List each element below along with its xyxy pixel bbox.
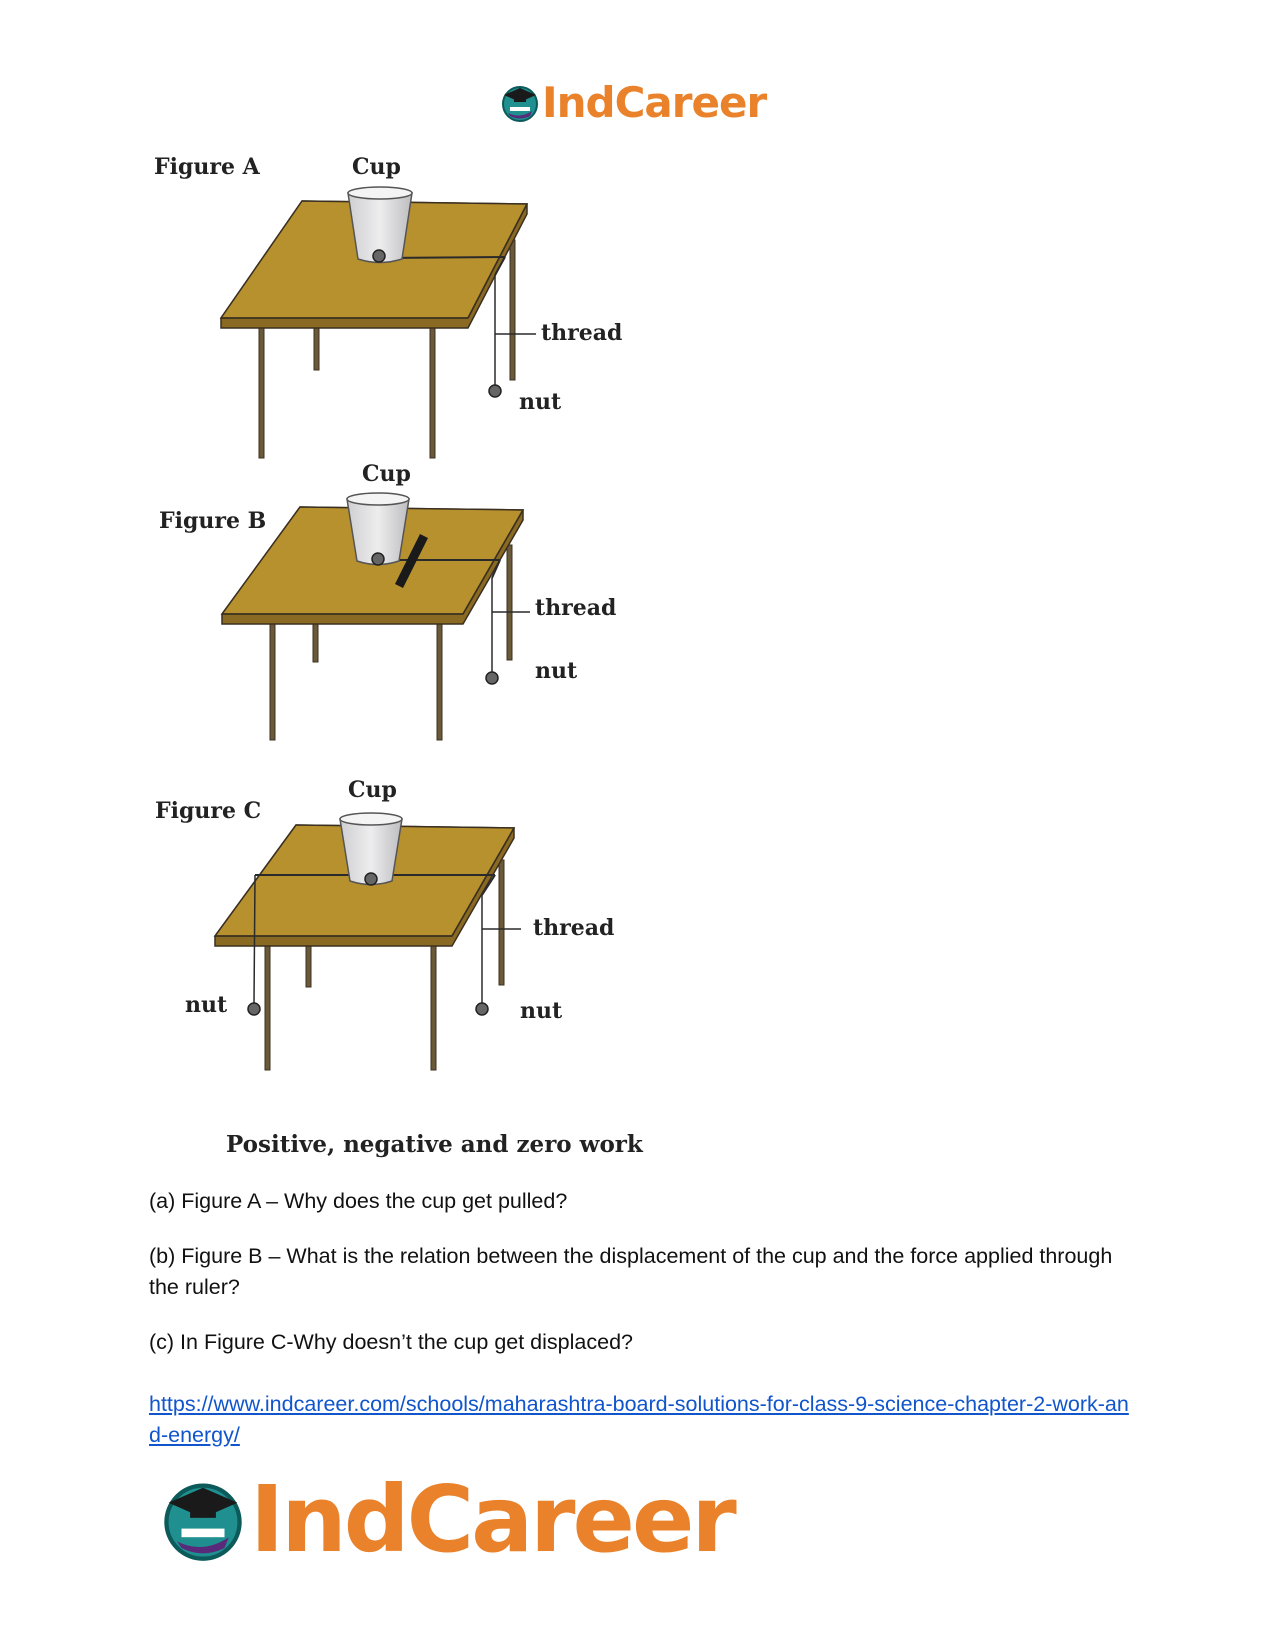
- figure-b-thread-label: thread: [535, 595, 617, 621]
- graduation-globe-icon: [160, 1477, 246, 1563]
- figure-caption: Positive, negative and zero work: [226, 1131, 643, 1158]
- figure-c-nut-right-label: nut: [520, 998, 563, 1024]
- figure-b-cup-label: Cup: [362, 461, 411, 487]
- figure-b: [159, 461, 616, 740]
- source-link[interactable]: https://www.indcareer.com/schools/maharashtra-board-solutions-for-class-9-science-chapter-2-work-and-energy/: [149, 1392, 1129, 1447]
- figure-a-thread-label: thread: [541, 320, 623, 346]
- question-b: (b) Figure B – What is the relation between the displacement of the cup and the force applied through the ruler?: [149, 1244, 1113, 1299]
- figure-c-nut-left-label: nut: [185, 992, 228, 1018]
- figure-c-cup-label: Cup: [348, 777, 397, 803]
- figure-b-nut-icon: [486, 672, 498, 684]
- figure-c-label: Figure C: [155, 798, 262, 824]
- figure-c-thread-label: thread: [533, 915, 615, 941]
- figure-c-nut-left-icon: [248, 1003, 260, 1015]
- figure-a: [154, 154, 622, 458]
- figure-c-cup-icon: [340, 813, 402, 885]
- logo-wordmark: IndCareer: [542, 78, 767, 127]
- figure-a-label: Figure A: [154, 154, 260, 180]
- question-c: (c) In Figure C-Why doesn’t the cup get displaced?: [149, 1330, 633, 1354]
- figure-a-cup-label: Cup: [352, 154, 401, 180]
- footer-logo: [160, 1466, 734, 1573]
- figure-c: [155, 777, 614, 1070]
- figure-b-cup-icon: [347, 493, 409, 565]
- logo-wordmark: IndCareer: [250, 1466, 734, 1573]
- figure-b-label: Figure B: [159, 508, 267, 534]
- figure-a-nut-icon: [489, 385, 501, 397]
- figure-a-cup-icon: [348, 187, 412, 263]
- question-a: (a) Figure A – Why does the cup get pulled?: [149, 1189, 568, 1213]
- figure-a-nut-label: nut: [519, 389, 562, 415]
- figure-b-nut-label: nut: [535, 658, 578, 684]
- figure-c-nut-right-icon: [476, 1003, 488, 1015]
